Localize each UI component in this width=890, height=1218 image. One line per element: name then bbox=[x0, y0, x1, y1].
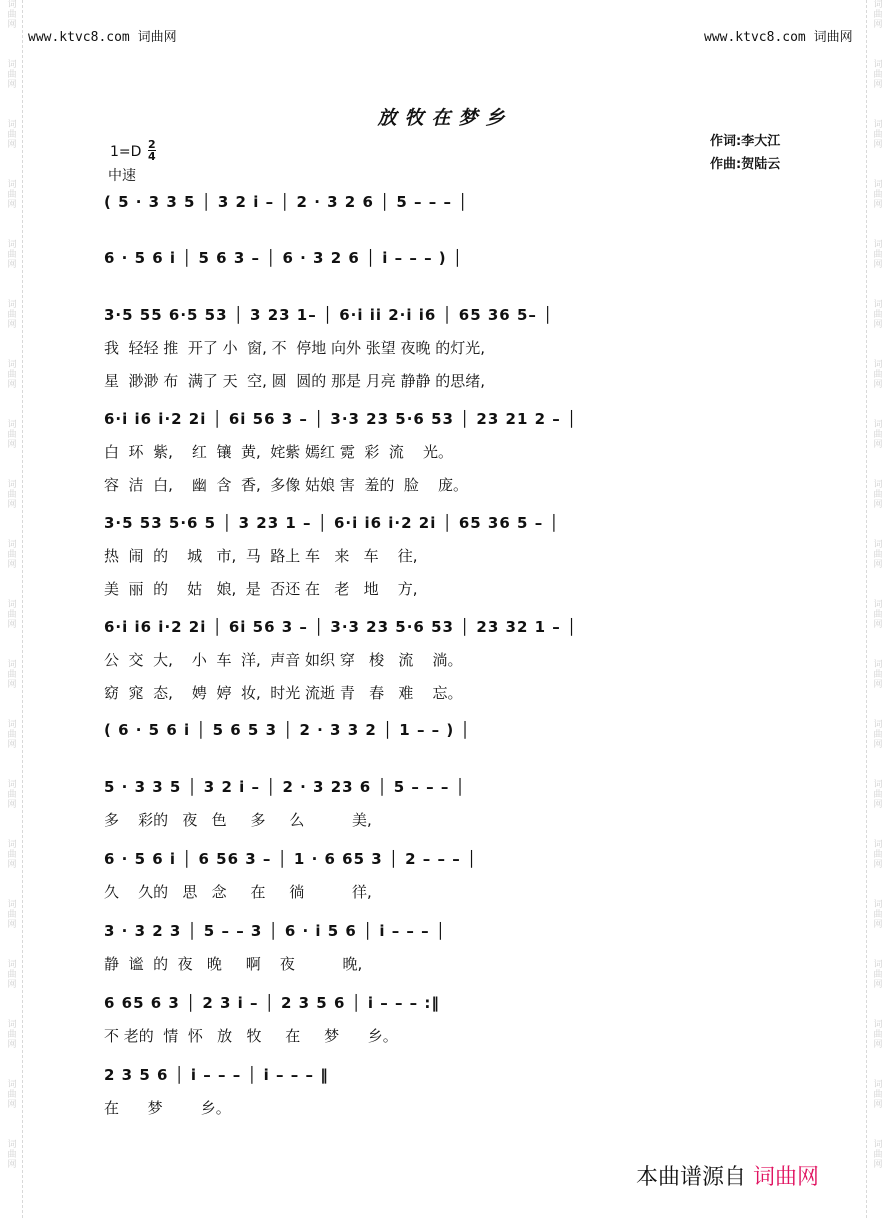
footer-source bbox=[636, 1160, 819, 1191]
watermark-gap bbox=[4, 1170, 20, 1200]
watermark-gap bbox=[4, 150, 20, 180]
watermark-gap bbox=[870, 390, 886, 420]
watermark-char: 网 bbox=[7, 1100, 17, 1110]
watermark-char: 词 bbox=[7, 1080, 17, 1090]
watermark-gap bbox=[4, 990, 20, 1020]
music-line-7: ( 6 · 5 6 i │ 5 6 5 3 │ 2 · 3 3 2 │ 1 – – ) │ bbox=[104, 721, 471, 739]
watermark-char: 词 bbox=[7, 660, 17, 670]
watermark-char: 词 bbox=[873, 0, 883, 10]
watermark-char: 曲 bbox=[873, 850, 883, 860]
watermark-char: 曲 bbox=[873, 70, 883, 80]
watermark-char: 曲 bbox=[873, 970, 883, 980]
watermark-char: 网 bbox=[7, 1040, 17, 1050]
music-line-8: 5 · 3 3 5 │ 3 2 i – │ 2 · 3 23 6 │ 5 – – – │ bbox=[104, 778, 466, 796]
watermark-gap bbox=[870, 1170, 886, 1200]
music-line-1: ( 5 · 3 3 5 │ 3 2 i – │ 2 · 3 2 6 │ 5 – – – │ bbox=[104, 193, 469, 211]
watermark-char: 曲 bbox=[873, 1030, 883, 1040]
watermark-char: 曲 bbox=[873, 190, 883, 200]
watermark-char: 网 bbox=[7, 20, 17, 30]
watermark-char: 词 bbox=[873, 420, 883, 430]
header-right-site: 词曲网 bbox=[813, 30, 853, 45]
watermark-char: 词 bbox=[7, 180, 17, 190]
watermark-char: 曲 bbox=[7, 670, 17, 680]
watermark-char: 词 bbox=[7, 60, 17, 70]
watermark-char: 网 bbox=[873, 980, 883, 990]
watermark-char: 网 bbox=[7, 800, 17, 810]
header-right bbox=[704, 26, 853, 45]
music-line-4: 6·i i6 i·2 2i │ 6i 56 3 – │ 3·3 23 5·6 53 │ 23 21 2 – │ bbox=[104, 410, 578, 428]
watermark-gap bbox=[4, 1110, 20, 1140]
watermark-char: 曲 bbox=[873, 610, 883, 620]
watermark-gap bbox=[870, 630, 886, 660]
watermark-char: 词 bbox=[873, 120, 883, 130]
watermark-char: 曲 bbox=[7, 730, 17, 740]
lyric-line: 白 环 紫, 红 镶 黄, 姹紫 嫣红 霓 彩 流 光。 bbox=[104, 443, 453, 461]
watermark-char: 词 bbox=[7, 540, 17, 550]
watermark-char: 词 bbox=[873, 1020, 883, 1030]
watermark-char: 网 bbox=[873, 680, 883, 690]
watermark-char: 词 bbox=[873, 360, 883, 370]
watermark-char: 曲 bbox=[7, 430, 17, 440]
lyric-line: 热 闹 的 城 市, 马 路上 车 来 车 往, bbox=[104, 547, 418, 565]
watermark-char: 曲 bbox=[873, 370, 883, 380]
watermark-char: 网 bbox=[873, 800, 883, 810]
watermark-char: 曲 bbox=[7, 550, 17, 560]
lyric-line: 容 洁 白, 幽 含 香, 多像 姑娘 害 羞的 脸 庞。 bbox=[104, 476, 468, 494]
watermark-char: 曲 bbox=[873, 10, 883, 20]
watermark-gap bbox=[870, 30, 886, 60]
watermark-char: 词 bbox=[873, 780, 883, 790]
watermark-char: 网 bbox=[7, 560, 17, 570]
tempo-marking: 中速 bbox=[108, 168, 136, 184]
watermark-char: 曲 bbox=[7, 1150, 17, 1160]
watermark-char: 曲 bbox=[7, 70, 17, 80]
watermark-gap bbox=[4, 510, 20, 540]
watermark-char: 词 bbox=[7, 1020, 17, 1030]
watermark-char: 词 bbox=[7, 840, 17, 850]
watermark-gap bbox=[4, 30, 20, 60]
watermark-char: 曲 bbox=[7, 1030, 17, 1040]
watermark-char: 网 bbox=[873, 1040, 883, 1050]
watermark-char: 词 bbox=[7, 960, 17, 970]
header-right-url[interactable]: www.ktvc8.com bbox=[704, 30, 806, 45]
watermark-char: 曲 bbox=[873, 250, 883, 260]
watermark-char: 曲 bbox=[873, 910, 883, 920]
watermark-char: 词 bbox=[873, 60, 883, 70]
right-margin-rule bbox=[866, 0, 867, 1218]
watermark-char: 词 bbox=[7, 720, 17, 730]
watermark-char: 网 bbox=[873, 20, 883, 30]
watermark-gap bbox=[4, 690, 20, 720]
watermark-char: 曲 bbox=[873, 730, 883, 740]
watermark-char: 曲 bbox=[7, 250, 17, 260]
watermark-char: 曲 bbox=[7, 370, 17, 380]
watermark-char: 词 bbox=[7, 600, 17, 610]
watermark-gap bbox=[4, 330, 20, 360]
watermark-gap bbox=[870, 690, 886, 720]
watermark-char: 词 bbox=[7, 780, 17, 790]
watermark-char: 曲 bbox=[873, 130, 883, 140]
watermark-char: 词 bbox=[873, 300, 883, 310]
watermark-char: 网 bbox=[7, 140, 17, 150]
watermark-char: 网 bbox=[873, 380, 883, 390]
song-title: 放牧在梦乡 bbox=[377, 107, 513, 129]
watermark-char: 词 bbox=[873, 900, 883, 910]
watermark-char: 网 bbox=[7, 680, 17, 690]
watermark-char: 网 bbox=[873, 320, 883, 330]
watermark-char: 网 bbox=[7, 1160, 17, 1170]
watermark-char: 词 bbox=[7, 480, 17, 490]
right-watermark-column bbox=[870, 0, 886, 1200]
watermark-char: 曲 bbox=[7, 910, 17, 920]
watermark-char: 词 bbox=[873, 1080, 883, 1090]
left-watermark-column bbox=[4, 0, 20, 1200]
watermark-char: 曲 bbox=[873, 490, 883, 500]
watermark-char: 词 bbox=[7, 120, 17, 130]
watermark-gap bbox=[4, 870, 20, 900]
watermark-gap bbox=[870, 210, 886, 240]
watermark-char: 网 bbox=[7, 620, 17, 630]
lyric-line: 我 轻轻 推 开了 小 窗, 不 停地 向外 张望 夜晚 的灯光, bbox=[104, 339, 486, 357]
watermark-char: 曲 bbox=[7, 130, 17, 140]
watermark-char: 词 bbox=[7, 0, 17, 10]
watermark-char: 网 bbox=[7, 920, 17, 930]
watermark-gap bbox=[870, 810, 886, 840]
watermark-char: 网 bbox=[7, 80, 17, 90]
lyric-line: 美 丽 的 姑 娘, 是 否还 在 老 地 方, bbox=[104, 580, 418, 598]
watermark-char: 词 bbox=[7, 1140, 17, 1150]
watermark-gap bbox=[870, 870, 886, 900]
watermark-char: 词 bbox=[873, 960, 883, 970]
watermark-gap bbox=[870, 150, 886, 180]
watermark-gap bbox=[870, 1110, 886, 1140]
watermark-char: 网 bbox=[873, 560, 883, 570]
watermark-gap bbox=[870, 270, 886, 300]
watermark-char: 词 bbox=[873, 840, 883, 850]
watermark-char: 曲 bbox=[873, 790, 883, 800]
header-left bbox=[28, 26, 177, 45]
music-line-5: 3·5 53 5·6 5 │ 3 23 1 – │ 6·i i6 i·2 2i │ 65 36 5 – │ bbox=[104, 514, 560, 532]
watermark-char: 曲 bbox=[873, 550, 883, 560]
watermark-gap bbox=[4, 930, 20, 960]
watermark-char: 网 bbox=[873, 80, 883, 90]
watermark-char: 词 bbox=[873, 240, 883, 250]
watermark-char: 网 bbox=[873, 1160, 883, 1170]
watermark-char: 曲 bbox=[7, 190, 17, 200]
watermark-char: 曲 bbox=[7, 970, 17, 980]
watermark-char: 网 bbox=[7, 740, 17, 750]
watermark-char: 曲 bbox=[7, 10, 17, 20]
header-left-site: 词曲网 bbox=[137, 30, 177, 45]
watermark-char: 网 bbox=[873, 860, 883, 870]
watermark-char: 网 bbox=[7, 860, 17, 870]
left-margin-rule bbox=[22, 0, 23, 1218]
watermark-char: 曲 bbox=[7, 310, 17, 320]
lyric-line: 久 久的 思 念 在 徜 徉, bbox=[104, 883, 372, 901]
watermark-gap bbox=[870, 450, 886, 480]
lyric-line: 静 谧 的 夜 晚 啊 夜 晚, bbox=[104, 955, 363, 973]
watermark-char: 网 bbox=[873, 1100, 883, 1110]
watermark-gap bbox=[4, 810, 20, 840]
watermark-gap bbox=[4, 450, 20, 480]
watermark-char: 词 bbox=[873, 180, 883, 190]
watermark-char: 词 bbox=[873, 600, 883, 610]
watermark-char: 词 bbox=[7, 900, 17, 910]
watermark-char: 网 bbox=[873, 740, 883, 750]
watermark-gap bbox=[4, 390, 20, 420]
watermark-char: 网 bbox=[873, 920, 883, 930]
watermark-char: 网 bbox=[873, 620, 883, 630]
watermark-char: 词 bbox=[7, 300, 17, 310]
music-line-6: 6·i i6 i·2 2i │ 6i 56 3 – │ 3·3 23 5·6 53 │ 23 32 1 – │ bbox=[104, 618, 578, 636]
watermark-char: 网 bbox=[7, 380, 17, 390]
watermark-gap bbox=[4, 630, 20, 660]
lyric-line: 多 彩的 夜 色 多 么 美, bbox=[104, 811, 372, 829]
watermark-char: 词 bbox=[7, 420, 17, 430]
watermark-gap bbox=[4, 570, 20, 600]
header-left-url[interactable]: www.ktvc8.com bbox=[28, 30, 130, 45]
watermark-char: 词 bbox=[873, 1140, 883, 1150]
music-line-3: 3·5 55 6·5 53 │ 3 23 1– │ 6·i ii 2·i i6 │ 65 36 5– │ bbox=[104, 306, 554, 324]
music-line-10: 3 · 3 2 3 │ 5 – – 3 │ 6 · i 5 6 │ i – – – │ bbox=[104, 922, 446, 940]
watermark-char: 网 bbox=[873, 440, 883, 450]
watermark-char: 词 bbox=[7, 360, 17, 370]
watermark-gap bbox=[4, 750, 20, 780]
music-line-2: 6 · 5 6 i │ 5 6 3 – │ 6 · 3 2 6 │ i – – – ) │ bbox=[104, 249, 463, 267]
lyricist-credit: 作词:李大江 bbox=[710, 134, 781, 149]
lyric-line: 在 梦 乡。 bbox=[104, 1099, 231, 1117]
watermark-gap bbox=[870, 930, 886, 960]
watermark-char: 词 bbox=[873, 660, 883, 670]
watermark-char: 网 bbox=[873, 200, 883, 210]
time-signature-top: 2 bbox=[148, 138, 156, 151]
music-line-12: 2 3 5 6 │ i – – – │ i – – – ‖ bbox=[104, 1066, 329, 1084]
footer-prefix: 本曲谱源自 bbox=[636, 1165, 747, 1190]
watermark-char: 网 bbox=[7, 260, 17, 270]
watermark-char: 曲 bbox=[7, 610, 17, 620]
watermark-char: 网 bbox=[873, 140, 883, 150]
watermark-char: 曲 bbox=[873, 1090, 883, 1100]
watermark-char: 网 bbox=[7, 500, 17, 510]
watermark-gap bbox=[4, 1050, 20, 1080]
watermark-char: 曲 bbox=[7, 790, 17, 800]
watermark-gap bbox=[4, 270, 20, 300]
watermark-char: 曲 bbox=[7, 490, 17, 500]
watermark-char: 网 bbox=[873, 260, 883, 270]
time-signature-bottom: 4 bbox=[148, 150, 156, 163]
watermark-gap bbox=[870, 330, 886, 360]
watermark-gap bbox=[870, 750, 886, 780]
watermark-gap bbox=[4, 210, 20, 240]
watermark-char: 网 bbox=[7, 320, 17, 330]
watermark-gap bbox=[870, 510, 886, 540]
watermark-char: 词 bbox=[873, 480, 883, 490]
watermark-char: 曲 bbox=[7, 850, 17, 860]
watermark-gap bbox=[870, 1050, 886, 1080]
watermark-char: 网 bbox=[7, 200, 17, 210]
watermark-char: 曲 bbox=[873, 310, 883, 320]
watermark-char: 曲 bbox=[7, 1090, 17, 1100]
watermark-char: 网 bbox=[7, 980, 17, 990]
watermark-char: 曲 bbox=[873, 670, 883, 680]
music-line-11: 6 65 6 3 │ 2 3 i – │ 2 3 5 6 │ i – – – :‖ bbox=[104, 994, 440, 1012]
lyric-line: 公 交 大, 小 车 洋, 声音 如织 穿 梭 流 淌。 bbox=[104, 651, 463, 669]
watermark-char: 词 bbox=[873, 720, 883, 730]
watermark-gap bbox=[870, 990, 886, 1020]
watermark-char: 词 bbox=[873, 540, 883, 550]
composer-credit: 作曲:贺陆云 bbox=[710, 157, 781, 172]
lyric-line: 星 渺渺 布 满了 天 空, 圆 圆的 那是 月亮 静静 的思绪, bbox=[104, 372, 486, 390]
watermark-char: 曲 bbox=[873, 430, 883, 440]
key-signature: 1=D bbox=[110, 144, 142, 160]
music-line-9: 6 · 5 6 i │ 6 56 3 – │ 1 · 6 65 3 │ 2 – – – │ bbox=[104, 850, 478, 868]
watermark-char: 词 bbox=[7, 240, 17, 250]
lyric-line: 窈 窕 态, 娉 婷 妆, 时光 流逝 青 春 难 忘。 bbox=[104, 684, 463, 702]
watermark-char: 网 bbox=[7, 440, 17, 450]
watermark-char: 曲 bbox=[873, 1150, 883, 1160]
lyric-line: 不 老的 情 怀 放 牧 在 梦 乡。 bbox=[104, 1027, 398, 1045]
watermark-gap bbox=[870, 570, 886, 600]
time-signature bbox=[148, 139, 156, 162]
footer-brand-link[interactable]: 词曲网 bbox=[753, 1165, 820, 1190]
watermark-char: 网 bbox=[873, 500, 883, 510]
